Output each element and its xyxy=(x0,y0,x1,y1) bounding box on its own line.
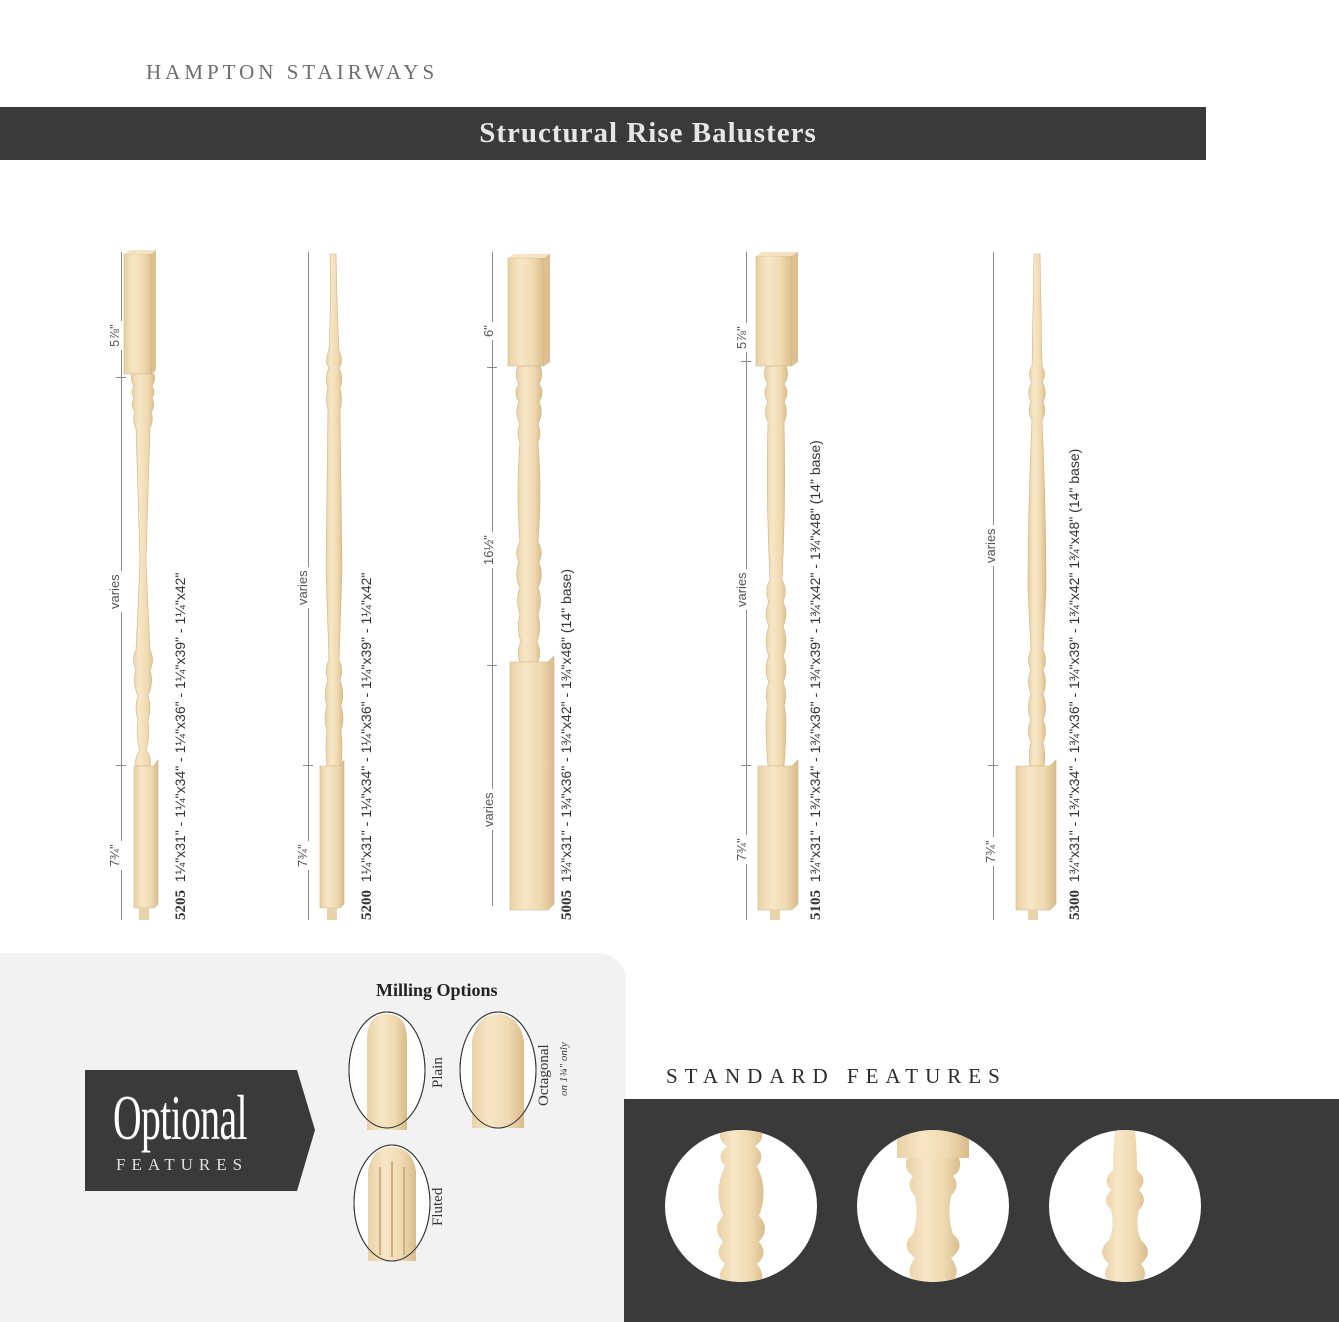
milling-option-note: on 1¾" only xyxy=(558,1042,570,1096)
dimension-label: 16½" xyxy=(482,532,496,568)
baluster-spec xyxy=(358,573,375,920)
optional-subtitle: FEATURES xyxy=(116,1155,249,1174)
dimension-label: 5⅞" xyxy=(108,321,122,350)
baluster-spec xyxy=(807,440,824,920)
dimension-tick xyxy=(116,765,126,766)
baluster-spec xyxy=(1066,449,1083,920)
dimension-label: varies xyxy=(108,571,122,612)
baluster-sizes: 1¾"x31" - 1¾"x36" - 1¾"x42" - 1¾"x48" (14" base) xyxy=(558,568,574,883)
milling-option-label: Fluted xyxy=(430,1187,446,1226)
milling-option-label: Octagonal xyxy=(536,1044,552,1106)
dimension-label: varies xyxy=(296,567,310,608)
standard-feature-detail xyxy=(1049,1130,1201,1282)
optional-title: Optional xyxy=(113,1082,247,1153)
dimension-label: 7¾" xyxy=(296,841,310,870)
milling-option-label: Plain xyxy=(430,1057,446,1088)
baluster-spec xyxy=(558,569,575,920)
baluster-code: 5205 xyxy=(173,890,189,920)
dimension-label: 7¾" xyxy=(108,841,122,870)
dimension-tick xyxy=(487,367,497,368)
baluster-5200-image xyxy=(312,250,358,922)
dimension-tick xyxy=(303,765,313,766)
baluster-5005-image xyxy=(504,252,560,914)
dimension-label: 7¾" xyxy=(984,837,998,866)
baluster-code: 5300 xyxy=(1067,890,1083,920)
milling-fluted-image xyxy=(352,1143,432,1263)
dimension-label: varies xyxy=(735,569,749,610)
baluster-sizes: 1¾"x31" - 1¾"x34" - 1¾"x36" - 1¾"x39" - 1¾"x42" - 1¾"x48" (14" base) xyxy=(807,440,823,883)
dimension-label: 6" xyxy=(482,322,496,340)
baluster-code: 5105 xyxy=(808,890,824,920)
baluster-code: 5200 xyxy=(359,890,375,920)
dimension-label: 5⅞" xyxy=(735,323,749,352)
baluster-spec xyxy=(172,573,189,920)
brand-name: HAMPTON STAIRWAYS xyxy=(146,60,439,84)
baluster-sizes: 1¼"x31" - 1¼"x34" - 1¼"x36" - 1¼"x39" - 1¼"x42" xyxy=(358,572,374,883)
milling-plain-image xyxy=(347,1010,427,1130)
page-title: Structural Rise Balusters xyxy=(479,117,817,149)
dimension-line xyxy=(993,252,994,920)
dimension-tick xyxy=(741,765,751,766)
dimension-tick xyxy=(487,665,497,666)
dimension-label: varies xyxy=(984,525,998,566)
baluster-sizes: 1¼"x31" - 1¼"x34" - 1¼"x36" - 1¼"x39" - 1¼"x42" xyxy=(172,572,188,883)
title-bar xyxy=(0,107,1206,160)
dimension-label: varies xyxy=(482,789,496,830)
baluster-code: 5005 xyxy=(559,890,575,920)
standard-feature-detail xyxy=(857,1130,1009,1282)
dimension-tick xyxy=(116,377,126,378)
milling-octagonal-image xyxy=(458,1010,538,1130)
dimension-tick xyxy=(741,361,751,362)
dimension-label: 7¾" xyxy=(735,835,749,864)
baluster-5105-image xyxy=(752,250,808,922)
baluster-5300-image xyxy=(1010,250,1066,922)
milling-options-title: Milling Options xyxy=(376,980,498,1000)
standard-feature-detail xyxy=(665,1130,817,1282)
baluster-5205-image xyxy=(118,250,168,922)
dimension-tick xyxy=(988,765,998,766)
baluster-sizes: 1¾"x31" - 1¾"x34" - 1¾"x36" - 1¾"x39" - 1¾"x42" 1¾"x48" (14" base) xyxy=(1066,448,1082,883)
standard-features-title: STANDARD FEATURES xyxy=(666,1064,1007,1088)
